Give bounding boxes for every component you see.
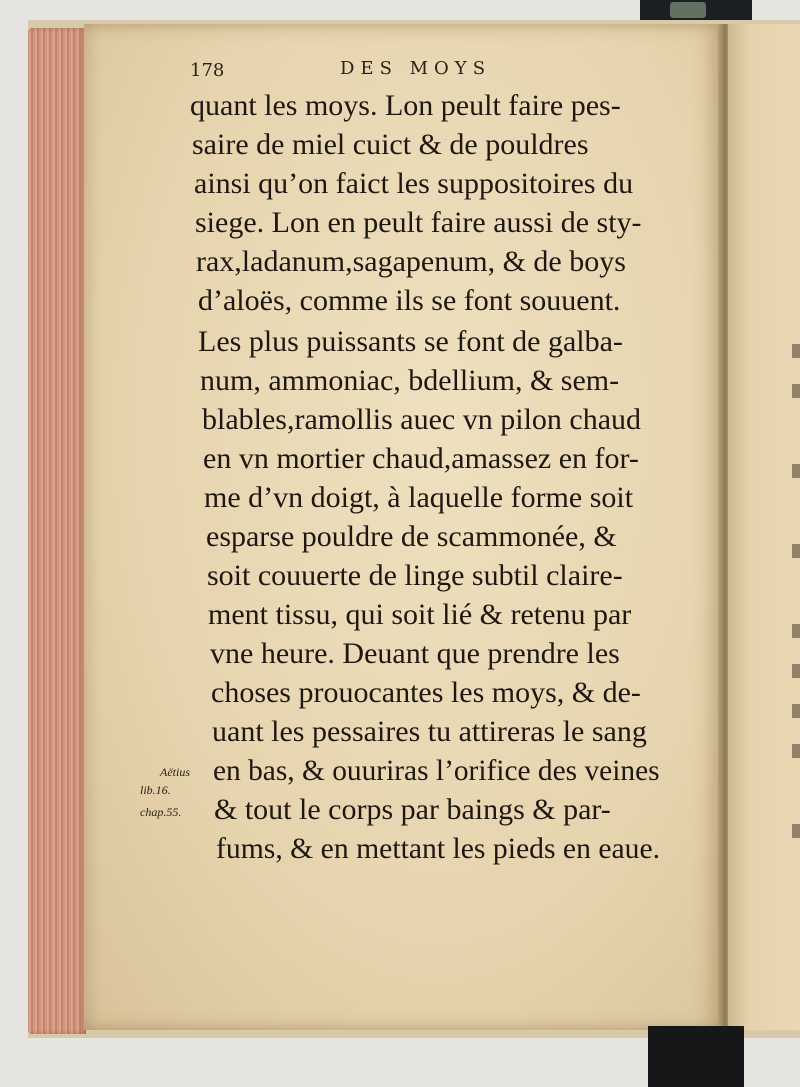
- text-line: saire de miel cuict & de pouldres: [192, 128, 589, 161]
- text-line: num, ammoniac, bdellium, & sem-: [200, 364, 620, 397]
- right-page: [728, 24, 800, 1030]
- text-line: en vn mortier chaud,amassez en for-: [203, 442, 639, 475]
- book-strap-top: [640, 0, 752, 22]
- text-line: uant les pessaires tu attireras le sang: [212, 715, 647, 748]
- text-line: rax,ladanum,sagapenum, & de boys: [196, 245, 626, 278]
- text-line: d’aloës, comme ils se font souuent.: [198, 284, 621, 317]
- text-line: ainsi qu’on faict les suppositoires du: [194, 167, 634, 200]
- book-strap-bottom: [648, 1026, 744, 1087]
- text-line: Les plus puissants se font de galba-: [198, 325, 623, 358]
- text-line: me d’vn doigt, à laquelle forme soit: [204, 481, 634, 514]
- text-line: & tout le corps par baings & par-: [214, 793, 611, 826]
- running-title: DES MOYS: [340, 58, 492, 79]
- page-number: 178: [190, 60, 225, 81]
- text-line: choses prouocantes les moys, & de-: [211, 676, 641, 709]
- text-line: en bas, & ouuriras l’orifice des veines: [213, 754, 660, 787]
- margin-note: Aëtius: [160, 765, 190, 779]
- text-line: vne heure. Deuant que prendre les: [210, 637, 620, 670]
- page-edges: [28, 28, 86, 1034]
- text-line: ment tissu, qui soit lié & retenu par: [208, 598, 632, 631]
- margin-note: lib.16.: [140, 783, 171, 797]
- text-line: fums, & en mettant les pieds en eaue.: [216, 832, 661, 865]
- text-line: quant les moys. Lon peult faire pes-: [190, 89, 621, 122]
- margin-note: chap.55.: [140, 805, 182, 819]
- clasp-icon: [670, 2, 706, 18]
- text-line: blables,ramollis auec vn pilon chaud: [202, 403, 642, 436]
- text-line: soit couuerte de linge subtil claire-: [207, 559, 623, 592]
- text-line: siege. Lon en peult faire aussi de sty-: [195, 206, 642, 239]
- text-line: esparse pouldre de scammonée, &: [206, 520, 617, 553]
